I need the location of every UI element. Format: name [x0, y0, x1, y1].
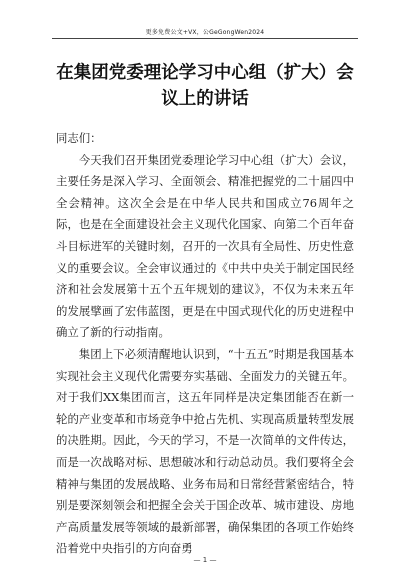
- salutation: 同志们：: [56, 131, 102, 145]
- body-paragraph: 集团上下必须清醒地认识到，“十五五”时期是我国基本实现社会主义现代化需要夯实基础、全面发力的关键五年。对于我们XX集团而言，这五年同样是决定集团能否在新一轮的产业变革和市场竞争中抢占先机、实现高质量转型发展的决胜期。因此，今天的学习，不是一次简单的文件传达，而是一次战略对标、思想破冰和行动总动员。我们要将全会精神与集团的发展战略、业务布局和日常经营紧密结合，特别是要深刻领会和把握全会关于国企改革、城市建设、房地产高质量发展等领域的最新部署，确保集团的各项工作始终沿着党中央指引的方向奋勇: [56, 346, 354, 556]
- page-number: — 1 —: [193, 556, 217, 564]
- document-body: [56, 128, 354, 560]
- body-paragraph: 今天我们召开集团党委理论学习中心组（扩大）会议，主要任务是深入学习、全面领会、精准把握党的二十届四中全会精神。这次全会是在中华人民共和国成立76周年之际，也是在全面建设社会主义现代化国家、向第二个百年奋斗目标进军的关键时刻，召开的一次具有全局性、历史性意义的重要会议。全会审议通过的《中共中央关于制定国民经济和社会发展第十五个五年规划的建议》，不仅为未来五年的发展擘画了宏伟蓝图，更是在中国式现代化的历史进程中确立了新的行动指南。: [56, 152, 354, 340]
- document-title: 在集团党委理论学习中心组（扩大）会议上的讲话: [56, 63, 354, 109]
- header-note: 更多免费公文+VX，公GeGongWen2024: [145, 29, 265, 36]
- header-divider: [52, 38, 358, 39]
